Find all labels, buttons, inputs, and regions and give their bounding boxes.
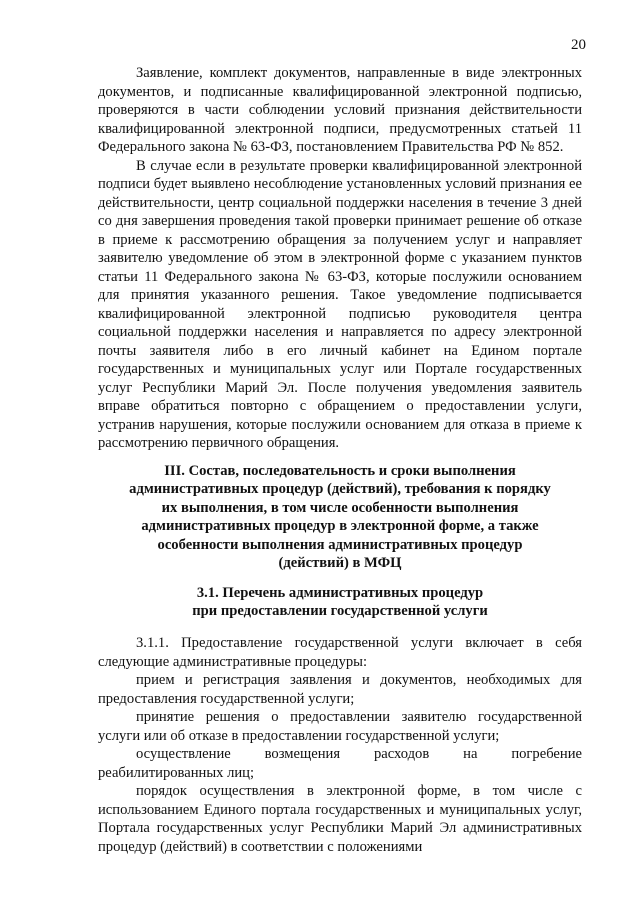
paragraph: Заявление, комплект документов, направленные в виде электронных документов, и подписанные квалифицированной электронной подписью, проверяются в части соблюдении условий признания действительности квалифицированной электронной подписи, предусмотренных статьей 11 Федерального закона № 63-ФЗ, постановлением Правительства РФ № 852. — [98, 65, 582, 155]
section-heading-line: (действий) в МФЦ — [278, 555, 402, 572]
paragraph: В случае если в результате проверки квалифицированной электронной подписи будет выявлено несоблюдение установленных условий признания ее действительности, центр социальной поддержки населения в течение 3 дней со дня завершения проведения такой проверки принимает решение об отказе в приеме к рассмотрению обращения за получением услуг и направляет заявителю уведомление об этом в электронной форме с указанием пунктов статьи 11 Федерального закона № 63-ФЗ, которые послужили основанием для принятия указанного решения. Такое уведомление подписывается квалифицированной электронной подписью руководителя центра социальной поддержки населения и направляется по адресу электронной почты заявителя либо в его личный кабинет на Едином портале государственных и муниципальных услуг или Портале государственных услуг Республики Марий Эл. После получения уведомления заявитель вправе обратиться повторно с обращением о предоставлении услуги, устранив нарушения, которые послужили основанием для отказа в приеме к рассмотрению первичного обращения. — [98, 157, 582, 451]
list-item: порядок осуществления в электронной форме, в том числе с использованием Единого портала государственных и муниципальных услуг, Портала государственных услуг Республики Марий Эл административных процедур (действий) в соответствии с положениями — [98, 783, 582, 855]
section-heading-line: особенности выполнения административных процедур — [157, 536, 523, 553]
section-heading-line: административных процедур в электронной форме, а также — [141, 518, 539, 535]
section-heading — [98, 462, 582, 572]
procedures-list — [98, 634, 582, 856]
list-item: принятие решения о предоставлении заявителю государственной услуги или об отказе в предоставлении государственной услуги; — [98, 709, 582, 744]
section-heading-line: их выполнения, в том числе особенности выполнения — [161, 499, 519, 516]
subsection-heading-line: 3.1. Перечень административных процедур — [196, 585, 484, 601]
paragraph: 3.1.1. Предоставление государственной услуги включает в себя следующие административные процедуры: — [98, 635, 582, 670]
list-item: прием и регистрация заявления и документов, необходимых для предоставления государственной услуги; — [98, 672, 582, 707]
section-heading-line: III. Состав, последовательность и сроки выполнения — [164, 463, 516, 479]
page-number: 20 — [571, 37, 586, 53]
intro-text-block — [98, 64, 582, 453]
subsection-heading-line: при предоставлении государственной услуги — [192, 603, 488, 620]
list-item: осуществление возмещения расходов на погребение реабилитированных лиц; — [98, 746, 582, 781]
section-heading-line: административных процедур (действий), требования к порядку — [129, 481, 551, 498]
subsection-heading — [98, 584, 582, 621]
